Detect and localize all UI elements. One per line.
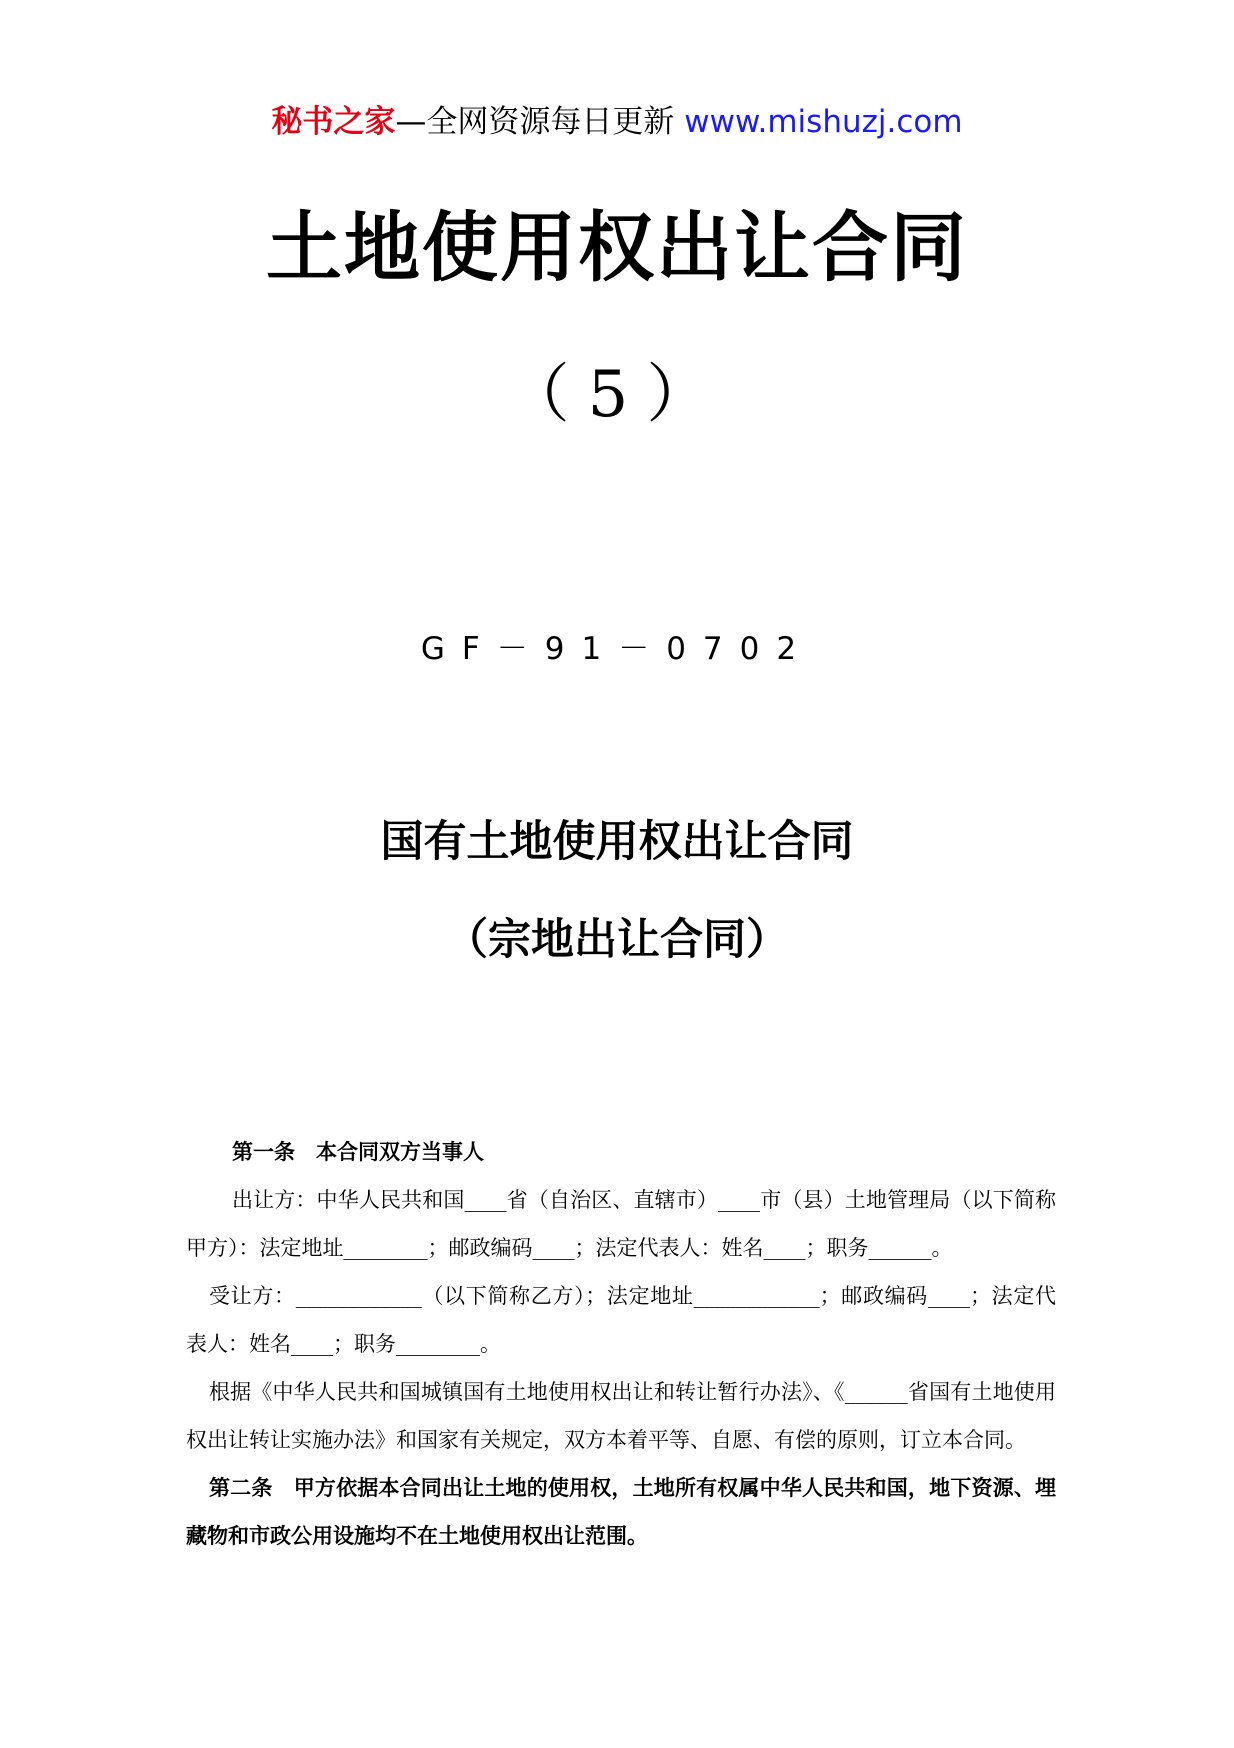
contract-subtitle: 国有土地使用权出让合同 (380, 817, 854, 867)
contract-body (186, 1128, 1056, 1560)
document-title: 土地使用权出让合同 (266, 203, 968, 292)
grantee-paragraph: 受让方：____________（以下简称乙方）；法定地址____________；邮政编码____；法定代表人：姓名____；职务________。 (186, 1284, 1056, 1356)
site-url-link[interactable]: www.mishuzj.com (684, 104, 963, 140)
basis-paragraph: 根据《中华人民共和国城镇国有土地使用权出让和转让暂行办法》、《______省国有土地使用权出让转让实施办法》和国家有关规定，双方本着平等、自愿、有偿的原则，订立本合同。 (186, 1380, 1056, 1452)
header-tagline: —全网资源每日更新 (395, 104, 675, 140)
volume-number: （5） (505, 358, 729, 432)
contract-code: GF－91－0702 (420, 631, 814, 667)
contract-type: （宗地出让合同） (445, 915, 789, 965)
site-header (0, 100, 1234, 144)
grantor-paragraph: 出让方：中华人民共和国____省（自治区、直辖市）____市（县）土地管理局（以下简称甲方）：法定地址________；邮政编码____；法定代表人：姓名____；职务______。 (186, 1188, 1056, 1260)
article-2-paragraph: 第二条 甲方依据本合同出让土地的使用权，土地所有权属中华人民共和国，地下资源、埋藏物和市政公用设施均不在土地使用权出让范围。 (186, 1476, 1056, 1548)
article-1-heading: 第一条 本合同双方当事人 (232, 1140, 484, 1164)
brand-name: 秘书之家 (271, 104, 396, 140)
